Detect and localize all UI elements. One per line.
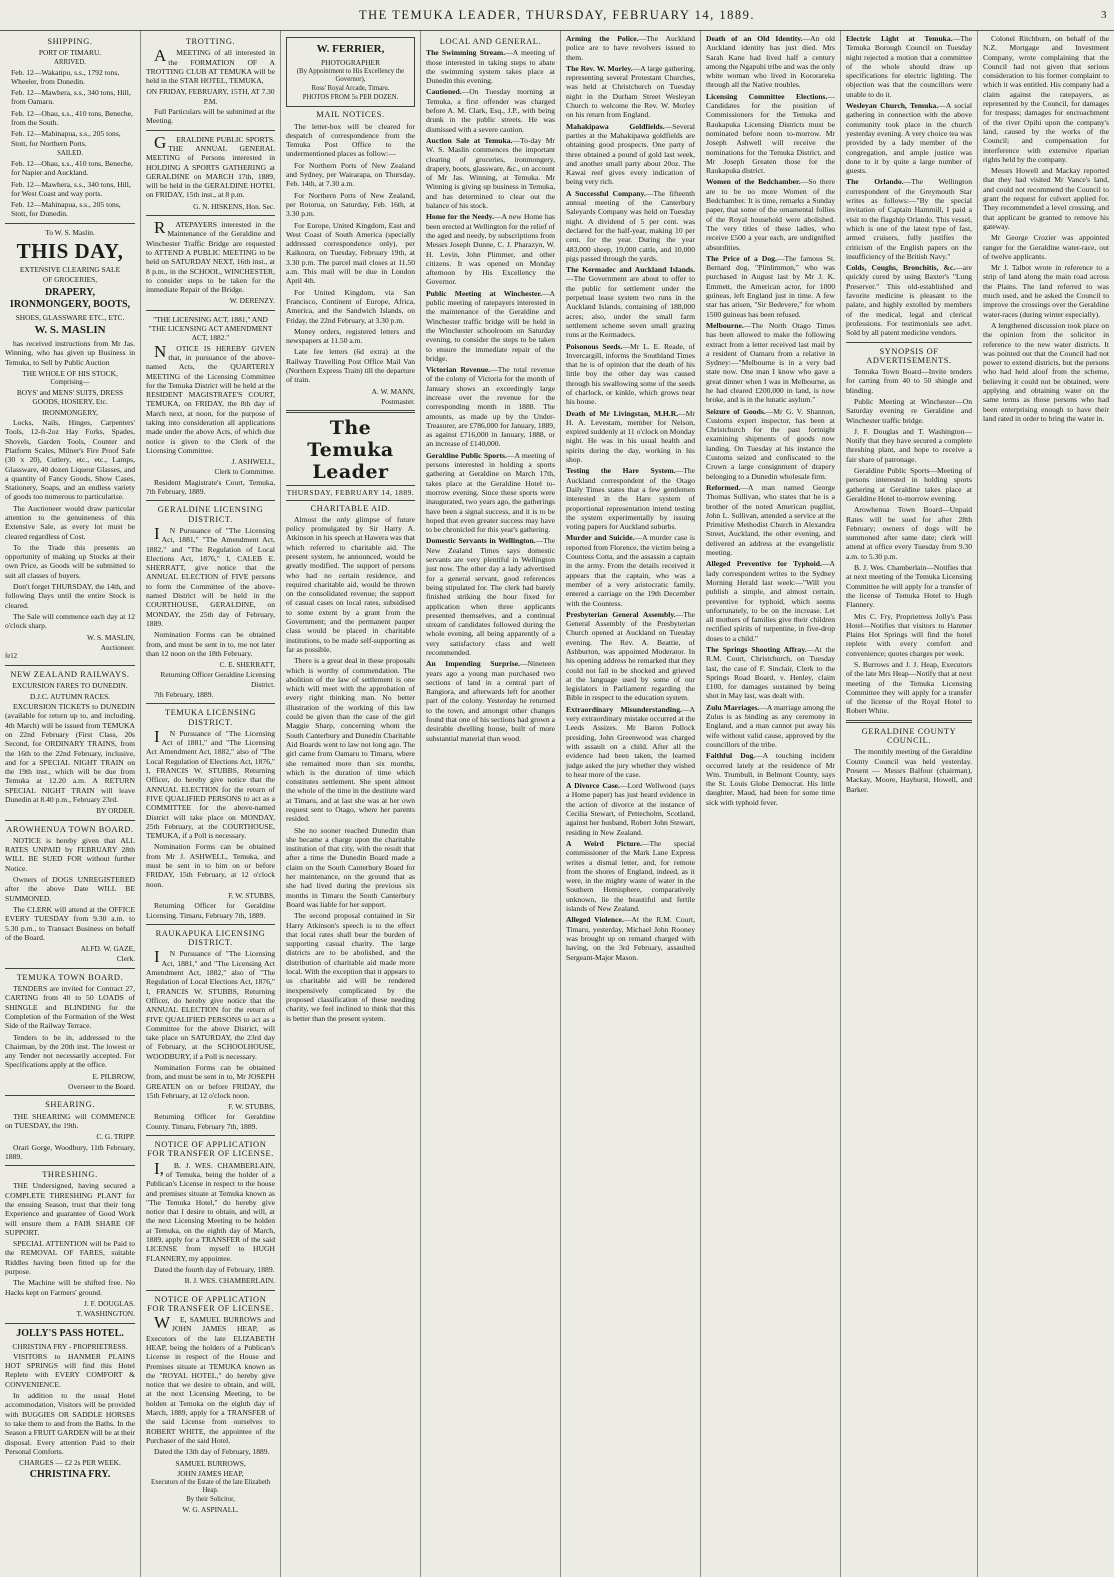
news-item-body: —Nineteen years ago a young man purchased two sections of land in a central part of Rangiora, and afterwards left for another part of the colony. Yesterday he returned to the town, and amongst other changes found that one of his sections had grown a desirable dwelling house, built of more substantial material than wood. [426, 659, 555, 743]
quarterly-notice-body: NOTICE IS HEREBY GIVEN that, in pursuance of the above-named Acts, the QUARTERLY MEETING of the Licensing Committee for the Temuka District will be held at the RESIDENT MAGISTRATE'S COURT, TEMUKA, on FRIDAY, the 8th day of March next, at noon, for the purpose of taking into consideration all applications made under the above Acts, of which due notice is given to the Clerk of the Licensing Committee. [146, 341, 275, 455]
heap-title: Executors of the Estate of the late Elizabeth Heap. [150, 1479, 271, 1495]
news-item-body: —Mr H. A. Levestam, member for Nelson, expired suddenly at 11 o'clock on Monday night. He was in his usual health and spirits during the day, working in his shop. [566, 408, 695, 465]
tripp-place: Orari Gorge, Woodbury, 11th February, 1889. [5, 1142, 135, 1161]
ashwell-title: Clerk to Committee. [214, 467, 275, 477]
news-item-lead: Arming the Police. [566, 34, 639, 43]
news-item-lead: The Orlando. [846, 177, 904, 187]
news-item-lead: Colds, Coughs, Bronchitis, &c. [846, 263, 956, 273]
synopsis-entry: S. Burrows and J. J. Heap, Executors of the late Mrs Heap—Notify that at next meeting of the Temuka Licensing Committee they will apply for a transfer of the license of the Royal Hotel to Robert White. [846, 660, 972, 716]
trotting-heading: TROTTING. [185, 37, 236, 46]
drapery-line: DRAPERY, IRONMONGERY, BOOTS, [9, 286, 131, 310]
maslin-signature: W. S. MASLIN, [87, 632, 135, 642]
news-item [706, 34, 835, 90]
tripp-signature: C. G. TRIPP. [96, 1132, 135, 1142]
news-item-body: —Mr G. V. Shannon, Customs expert inspector, has been at Christchurch for the past fortnight examining shipments of goods now landing. On Tuesday at his instance the Customs seized and confiscated to the Crown a large consignment of drapery belonging to a Dunedin wholesale firm. [706, 406, 835, 481]
news-item-lead: Women of the Bedchamber. [706, 177, 801, 187]
tenders-body: TENDERS are invited for Contract 27, CARTING from 40 to 50 LOADS of SHINGLE and BLINDING for the Completion of the Formation of the West Side of the Railway Terrace. [5, 984, 135, 1031]
special-attention: SPECIAL ATTENTION will be Paid to the REMOVAL OF FARES, suitable Riddles having been fitted up for the purpose. [5, 1239, 135, 1277]
time-note: The Sale will commence each day at 12 o'clock sharp. [5, 611, 135, 631]
news-item-body: —At the R.M. Court, Christchurch, on Tuesday last, the case of F. Sinclair, Clerk to the Springs Road Board, v. Henley, claim £100, for damages sustained by being shot in May last, was dealt with. [706, 645, 835, 701]
news-item-lead: Melbourne. [706, 320, 744, 330]
divider [286, 410, 415, 413]
news-item-lead: An Impending Surprise. [426, 659, 520, 669]
mail-heading: MAIL NOTICES. [316, 110, 385, 120]
news-item-lead: Poisonous Seeds. [566, 341, 623, 351]
news-item-body: —The Government are about to offer to the public for settlement under the perpetual lease system two runs in the Auckland Islands, containing of 188,000 acres; also, under the small farm settlement scheme seven small grazing runs at the Kermadecs. [566, 274, 695, 340]
ashwell-signature: J. ASHWELL, [231, 457, 275, 467]
news-item-body: —Mr L. E. Reade, of Invercargill, informs the Southland Times that he is of opinion that the death of his little boy the other day was caused through his swallowing some of the seeds of charlock, or kinkle, which grows near his house. [566, 341, 695, 407]
shipping-entry: Feb. 12—Mahinapua, s.s., 205 tons, Stott, for Northern Ports. [11, 129, 121, 148]
synopsis-heading: SYNOPSIS OF ADVERTISEMENTS. [866, 346, 952, 365]
date-note: Don't forget THURSDAY, the 14th, and following Days until the entire Stock is cleared. [5, 582, 135, 610]
trotting-note: Full Particulars will be submitted at the Meeting. [146, 107, 275, 126]
ferrier-advert [286, 37, 415, 107]
mann-title: Postmaster. [381, 396, 415, 406]
column-5 [560, 31, 700, 1577]
stubbs2-signature: F. W. STUBBS, [228, 1102, 275, 1112]
douglas-signature: J. F. DOUGLAS. [84, 1298, 135, 1308]
news-item [846, 34, 972, 99]
ferrier-title: PHOTOGRAPHER [321, 58, 380, 67]
news-item-body: —A murder case is reported from Florence, the victim being a Countess Cotta, and the assassin a captain in the army. From the details received it appears that the captain, who was a member of a very aristocratic family, entered a carriage on the 19th December with the Countess. [566, 533, 695, 608]
arrived-heading: ARRIVED. [54, 58, 86, 66]
transfer2-heading: NOTICE OF APPLICATION FOR TRANSFER OF LICENSE. [147, 1294, 274, 1313]
arowhenua-body: NOTICE is hereby given that ALL RATES UNPAID by FEBRUARY 28th WILL BE SUED FOR without further Notice. [5, 835, 135, 873]
news-item-lead: Domestic Servants in Wellington. [426, 536, 536, 546]
local-news-list [566, 34, 695, 962]
divider [5, 1095, 135, 1096]
news-item-body: —Several parties at the Mahakipawa goldfields are obtaining good prospects. One party of three obtained a pound of gold last week, and another small party about 20oz. The Kawai reef gives every indication of being very rich. [566, 121, 695, 187]
council-paragraph: Mr J. Talbot wrote in reference to a strip of land along the main road across the Plains. The land referred to was much used, and he asked the Council to improve the crossings over the Geraldine water-races (during winter especially). [983, 263, 1109, 319]
maslin-heading: To W. S. Maslin. [45, 227, 95, 237]
licensing-act-title: "THE LICENSING ACT, 1881," AND "THE LICENSING ACT AMENDMENT ACT, 1882." [148, 314, 273, 343]
divider [146, 215, 275, 216]
ashwell-place: Resident Magistrate's Court, Temuka, 7th February, 1889. [146, 477, 275, 497]
sherratt-date: 7th February, 1889. [154, 690, 214, 699]
sailed-heading: SAILED. [57, 149, 83, 157]
geraldine-sports-body: GERALDINE PUBLIC SPORTS. THE ANNUAL GENERAL MEETING of Persons interested in HOLDING A SPORTS GATHERING at GERALDINE on MARCH 17th, 1889, will be held in the GERALDINE HOTEL on FRIDAY, 15th inst., at 8 p.m. [146, 132, 275, 200]
derenzy-signature: W. DERENZY. [229, 296, 275, 306]
charges-line: CHARGES — £2 2s PER WEEK. [19, 1458, 121, 1468]
column-3 [280, 31, 420, 1577]
news-item-lead: Cautioned. [426, 87, 462, 97]
news-item-lead: Testing the Hare System. [566, 466, 676, 476]
news-item-body: —On Tuesday morning at Temuka, a first offender was charged before A. M. Clark, Esq., J.P., with being drunk in the public streets. He was dismissed with a severe caution. [426, 87, 555, 134]
shipping-entry: Feb. 12—Wakatipu, s.s., 1792 tons, Wheeler, from Dunedin. [11, 67, 120, 86]
divider [146, 500, 275, 501]
news-item-body: —The North Otago Times has been allowed to make the following extract from a letter received last mail by a resident of Oamaru from a relative in Sydney:—"Melbourne is in a very bad state now. One man I know who gave a great dinner when I was in Melbourne, as he had cleared £200,000 in land, is now broke, and is in the lunatic asylum." [706, 320, 835, 405]
synopsis-list [846, 367, 972, 716]
trotting-date: ON FRIDAY, FEBRUARY, 15TH, AT 7.30 P.M. [146, 87, 275, 106]
news-item-lead: Alleged Violence. [566, 915, 624, 925]
columns [0, 31, 1114, 1577]
divider [5, 820, 135, 821]
chamberlain-signature: B. J. WES. CHAMBERLAIN. [184, 1276, 275, 1286]
trade-note: To the Trade this presents an opportunity of making up Stocks at their own Price, as Goods will be submitted to suit all classes of buyers. [5, 542, 135, 580]
news-item-lead: Death of an Old Identity. [706, 34, 803, 43]
column-8 [977, 31, 1114, 1577]
trotting-body: AMEETING of all interested in the FORMATION OF A TROTTING CLUB AT TEMUKA will be held in the STAR HOTEL, TEMUKA, [146, 46, 275, 86]
gaze-title: Clerk. [116, 954, 135, 964]
news-item-body: —The total revenue of the colony of Victoria for the month of January shows an exceedingly large increase over the revenue for the corresponding month in 1888. The amounts, as made up by the Under-Treasurer, are £786,000 for January, 1889, as against £716,000 in January, 1888, or an increase of £140,000. [426, 365, 555, 449]
news-item [846, 177, 972, 261]
news-item-body: —The New Zealand Times says domestic servants are very plentiful in Wellington just now. The other day a lady advertised for a general servant, good references being stipulated for. The clerk had barely finished striking the hour fixed for application when three applicants presented themselves, and a continual stream of candidates followed during the whole evening, all being apparently of a very satisfactory class and well recommended. [426, 536, 555, 657]
temuka-town-board-heading: TEMUKA TOWN BOARD. [16, 972, 124, 982]
news-item-body: —A meeting of those interested in taking steps to abate the swimming system takes place at Dunedin this evening. [426, 48, 555, 86]
divider [5, 665, 135, 666]
news-item-lead: The Price of a Dog. [706, 253, 777, 263]
shipping-entry: Feb. 12—Ohau, s.s., 410 tons, Beneche, from the South. [11, 108, 133, 128]
washington-signature: T. WASHINGTON. [76, 1309, 135, 1319]
news-item [706, 703, 835, 749]
railways-heading: NEW ZEALAND RAILWAYS. [10, 670, 130, 680]
divider [146, 130, 275, 131]
mail-uk: For United Kingdom, via San Francisco, Continent of Europe, Africa, America, and the Sandwich Islands, on Friday, the 22nd February, at 3.30 p.m. [286, 287, 415, 325]
council-paragraph: Messrs Howell and Mackay reported that they had visited Mr Vance's land, and could not recommend the Council to grant the request for culvert applied for. They recommended a level crossing, and that applicant be granted to remove his gateway. [983, 166, 1109, 231]
mail-body: The letter-box will be cleared for despatch of correspondence from the Temuka Post Office to the undermentioned places as follow:— [286, 121, 415, 159]
arowhenua-owners: Owners of DOGS UNREGISTERED after the above Date WILL BE SUMMONED. [5, 875, 135, 903]
geraldine-licensing-heading: GERALDINE LICENSING DISTRICT. [157, 505, 264, 524]
news-item-lead: Murder and Suicide. [566, 533, 635, 543]
money-orders: Money orders, registered letters and newspapers at 11.50 a.m. [286, 326, 415, 346]
masthead-title: THE TEMUKA LEADER, THURSDAY, FEBRUARY 14, 1889. [358, 8, 755, 22]
news-item-lead: Wesleyan Church, Temuka. [846, 101, 939, 111]
stubbs-signature: F. W. STUBBS, [228, 890, 275, 900]
council-paragraph: Colonel Ritchburn, on behalf of the N.Z. Mortgage and Investment Company, wrote complaining that the Council had not given that serious consideration to his former complaint to which it was entitled. His company had a claim against the ratepayers, as represented by the Council, for damages for trespass; damages for encroachment of the river Opihi upon the company's land, caused by the works of the Council; and compensation for interference with extensive riparian rights held by the company. [983, 34, 1109, 164]
news-item [426, 87, 555, 133]
column-1 [0, 31, 140, 1577]
news-item [426, 659, 555, 743]
news-item-lead: The Swimming Stream. [426, 48, 506, 58]
news-item-body: —The Temuka Borough Council on Tuesday night rejected a motion that a committee of the whole should draw up specifications for electric lighting. The objection was that the councillors were unable to do it. [846, 34, 972, 99]
shoes-line: SHOES, GLASSWARE ETC., ETC. [15, 312, 125, 322]
mail-north2: For Northern Ports of New Zealand, per Rotorua, on Saturday, Feb. 16th, at 3.30 p.m. [286, 190, 415, 219]
divider [5, 968, 135, 969]
news-item-body: —The famous St. Bernard dog, "Plinlimmon," who was purchased in August last by Mr J. K. Emmett, the American actor, for 1000 guineas, left England just in time. A few star has arisen, "Sir Bedevere," for whom 1500 guineas has been refused. [706, 253, 835, 319]
news-item-body: —are quickly cured by using Baxter's "Lung Preserver." This old-established and favorite medicine is pleasant to the palate, and highly extolled by members of the medical, legal and clerical professions. For testimonials see advt. Sold by all patent medicine vendors. [846, 263, 972, 338]
charitable-paragraph: She no sooner reached Dunedin than she became a charge upon the charitable institution of that city, with the result that after a time the Dunedin Board made a claim on the South Canterbury Board for her maintenance, on the ground that as she had lived during the previous six months in Timaru the South Canterbury Board was liable for her support. [286, 825, 415, 909]
arowhenua-heading: AROWHENUA TOWN BOARD. [6, 824, 134, 834]
maslin-name: W. S. MASLIN [34, 323, 106, 336]
county-council-body: The monthly meeting of the Geraldine County Council was held yesterday. Present — Messrs Balfour (chairman), Mackay, Moore, Hayhurst, Howell, and Barker. [846, 747, 972, 794]
jollys-addition: In addition to the usual Hotel accommodation, Visitors will be provided with BUGGIES OR SADDLE HORSES to take them to and from the Baths. In the Season a FRUIT GARDEN will be at their disposal. Every attention Paid to their Personal Comforts. [5, 1391, 135, 1456]
jollys-heading: JOLLY'S PASS HOTEL. [16, 1327, 124, 1339]
pilbrow-signature: E. PILBROW, [92, 1071, 135, 1081]
divider [846, 342, 972, 343]
sherratt-signature: C. E. SHERRATT, [219, 660, 275, 670]
news-item-lead: The Springs Shooting Affray. [706, 645, 807, 654]
news-item-body: —A man named George Thomas Sullivan, who states that he is a brother of the noted American pugilist, John L. Sullivan, attended a service at the Primitive Methodist Church in Alexandra Street, Auckland, the other evening, and delivered an address at the evangelistic meeting. [706, 482, 835, 558]
news-item-body: —Lord Wellwood (says a Home paper) has just heard evidence in the action of divorce at the instance of Cecilia Stewart, of Pettecholm, Scotland, against her husband, Robert John Stewart, residing in New Zealand. [566, 781, 695, 837]
threshing-heading: THRESHING. [42, 1170, 98, 1180]
divider [146, 924, 275, 925]
news-item-body: —A touching incident occurred lately at the residence of Mr Wm. Trumbull, in Belmont County, says the St. Louis Globe Democrat. His little daughter, Maud, had been for some time sick with typhoid fever. [706, 751, 835, 807]
shearing-body: THE SHEARING will COMMENCE on TUESDAY, the 19th. [5, 1111, 135, 1130]
clearing-sale-line: EXTENSIVE CLEARING SALE [19, 265, 121, 275]
news-item [566, 189, 695, 263]
heap-signature: JOHN JAMES HEAP, [177, 1468, 244, 1478]
fry-signature: CHRISTINA FRY. [29, 1469, 111, 1481]
news-item-body: —A meeting of persons interested in holding a sports gathering at Geraldine on March 17th, takes place at the Geraldine Hotel to-morrow evening. Since these sports were inaugurated, two years ago, the gatherings have been a signal success, and it is to be hoped that even greater success may have to be chronicled for this year's gathering. [426, 450, 555, 535]
news-item-body: —The Wellington correspondent of the Greymouth Star writes as follows:—"By the special invitation of Captain Hammill, I paid a visit to the flagship Orlando. This vessel, which is one of the latest type of fast, armed cruisers, fully justifies the criticism of the English papers on the insufficiency of the British Navy." [846, 177, 973, 261]
dateline: THURSDAY, FEBRUARY 14, 1889. [286, 485, 415, 500]
news-item [846, 101, 972, 175]
news-item-body: —The Auckland police are to have revolvers issued to them. [566, 34, 695, 62]
temuka-licensing-heading: TEMUKA LICENSING DISTRICT. [164, 708, 257, 727]
local-news-list [846, 34, 972, 338]
groceries-line: OF GROCERIES, [42, 275, 98, 285]
news-item [566, 610, 695, 703]
news-item [426, 136, 555, 210]
news-item [706, 254, 835, 319]
excursion-heading: EXCURSION FARES TO DUNEDIN. [12, 681, 128, 691]
news-item-body: —The General Assembly of the Presbyterian Church opened at Auckland on Tuesday evening. The Rev. A. Beattie, of Ashburton, was appointed Moderator. In his opening address he remarked that they could not fail to be shocked and grieved at the language used by some of our legislators in Parliament regarding the Bible in respect to the education system. [566, 609, 695, 703]
suits-line: BOYS' and MENS' SUITS, DRESS GOODS, HOSIERY, Etc. [16, 388, 124, 407]
pilbrow-title: Overseer to the Board. [68, 1082, 135, 1092]
news-item [706, 321, 835, 405]
news-item-lead: Electric Light at Temuka. [846, 34, 953, 43]
ferrier-address: Ross' Royal Arcade, Timaru. [311, 85, 390, 93]
ratepayers-body: RATEPAYERS interested in the Maintenance of the Geraldine and Winchester Traffic Bridge are requested to ATTEND A PUBLIC MEETING to be held on SATURDAY NEXT, 16th inst., at 8 p.m., in the SCHOOL, WINCHESTER, to consider steps to be taken for the immediate Repair of the Bridge. [146, 218, 275, 295]
council-paragraph: A lengthened discussion took place on the opinion from the solicitor in reference to the new water districts. It was pointed out that the Council had not power to extend districts, but the persons who had held aloof from the scheme, believing it could not be obtained, were applying and obtaining water on the same terms as those persons who had been enterprising enough to have their land rated in order to bring the water in. [983, 320, 1109, 423]
news-item-lead: Licensing Committee Elections. [706, 91, 828, 101]
news-item-lead: A Successful Company. [566, 188, 646, 198]
news-item-lead: Geraldine Public Sports. [426, 450, 507, 460]
news-item-body: —The fifteenth annual meeting of the Canterbury Saleyards Company was held on Tuesday night. A dividend of 5 per cent. was declared for the half-year, making 10 per cent. for the year. During the year 483,000 sheep, 19,000 cattle, and 10,000 pigs passed through the yards. [566, 188, 695, 263]
raukapuka-nomination: Nomination Forms can be obtained from, and must be sent in to, Mr JOSEPH GREATEN on or before FRIDAY, the 15th February, at 12 o'clock noon. [146, 1062, 275, 1100]
transfer-body: I,B. J. WES. CHAMBERLAIN, of Temuka, being the holder of a Publican's License in respect to the house and premises situate at Temuka known as "The Temuka Hotel," do hereby give notice that I desire to obtain, and will, at the next Licensing Meeting to be holden at Temuka, on the eighth day of March, 1889, apply for a TRANSFER of the said LICENSE from myself to HUGH FLANNERY, my appointee. [146, 1158, 275, 1263]
maslin-body: has received instructions from Mr Jas. Winning, who has given up Business in Temuka, to Sell by Public Auction [5, 338, 135, 367]
auction-note: The Auctioneer would draw particular attention to the genuineness of this Extensive Sale, as every lot must be cleared regardless of Cost. [5, 503, 135, 541]
ferrier-price: PHOTOS FROM 5s PER DOZEN. [302, 94, 399, 102]
news-item-body: —The special commissioner of the Mark Lane Express writes a dismal letter, and, for remote from the shores of England, indeed, as it were, in the mighty waste of water in the Southern Hemisphere, comparatively unknown, lie the beautiful and fertile islands of New Zealand. [566, 838, 695, 914]
clerk-note: The CLERK will attend at the OFFICE EVERY TUESDAY from 9.30 a.m. to 5.30 p.m., to Transact Business on behalf of the Board. [5, 904, 135, 942]
news-item [426, 212, 555, 286]
synopsis-entry: Temuka Town Board—Invite tenders for carting from 40 to 50 shingle and blinding. [846, 367, 972, 395]
shipping-entry: Feb. 12—Mawhera, s.s., 340 tons, Hill, from Oamaru. [11, 88, 131, 107]
news-item-lead: Victorian Revenue. [426, 365, 491, 375]
synopsis-entry: Geraldine Public Sports—Meeting of persons interested in holding sports gathering at Geraldine takes place at Geraldine Hotel to-morrow evening. [846, 466, 972, 503]
divider [5, 1323, 135, 1324]
transfer2-body: WE, SAMUEL BURROWS and JOHN JAMES HEAP, as Executors of the late ELIZABETH HEAP, being the holders of a Publican's License in respect of the House and Premises situate at TEMUKA known as the "ROYAL HOTEL," do hereby give notice that we desire to obtain, and will, at the next Licensing Meeting, to be holden at Temuka on the eighth day of March, 1889, apply for a TRANSFER of the said License from ourselves to ROBERT WHITE, the appointee of the Purchaser of the said Hotel. [146, 1313, 275, 1445]
news-item-lead: Reformed. [706, 482, 741, 492]
column-7 [840, 31, 977, 1577]
news-item [426, 48, 555, 85]
news-item-lead: Seizure of Goods. [706, 406, 766, 416]
news-item [426, 451, 555, 535]
news-item-lead: Faithful Dog. [706, 751, 756, 761]
news-item [846, 263, 972, 337]
local-news-list [426, 48, 555, 743]
ferrier-appointment: (By Appointment to His Excellency the Governor), [296, 68, 405, 84]
divider [146, 703, 275, 704]
news-item [706, 92, 835, 176]
ad-code: fe12 [5, 653, 18, 661]
charitable-paragraph: Almost the only glimpse of future policy promulgated by Sir Harry A. Atkinson in his speech at Hawera was that which referred to charitable aid. The present system, he announced, would be greatly modified. The support of persons who had no certain residence, and required charitable aid, would be thrown on the consolidated revenue; the support of casual cases on local rates, subsidised to some extent by a grant from the Government; and the permanent pauper class would be placed in charitable institutions, to be made self-supporting as far as possible. [286, 514, 415, 654]
local-general-heading: LOCAL AND GENERAL. [439, 37, 542, 46]
stubbs2-title: Returning Officer for Geraldine County. Timaru, February 7th, 1889. [146, 1112, 275, 1131]
news-item [566, 64, 695, 120]
news-item [566, 915, 695, 961]
excursion-body: EXCURSION TICKETS to DUNEDIN (available for return up to, and including, 4th March) will be issued from TEMUKA on 22nd February (First Class, 20s Second, for ORDINARY TRAINS, from the 16th to the 22nd February, inclusive, and for a SPECIAL NIGHT TRAIN on the 19th inst., which will be due from Temuka at 12.20 a.m. A RETURN SPECIAL NIGHT TRAIN will leave Dunedin at 8.40 p.m., February 23rd. [5, 702, 135, 804]
news-item [566, 839, 695, 913]
news-item [426, 365, 555, 449]
transfer2-date: Dated the 13th day of February, 1889. [154, 1447, 270, 1457]
shipping-entry: Feb. 12—Mawhera, s.s., 340 tons, Hill, for West Coast and way ports. [11, 179, 131, 198]
hiskens-signature: G. N. HISKENS, Hon. Sec. [193, 201, 275, 211]
page-masthead [0, 0, 1114, 31]
local-news-list [706, 34, 835, 807]
news-item [426, 289, 555, 363]
this-day-headline: THIS DAY, [16, 239, 124, 264]
burrows-signature: SAMUEL BURROWS, [175, 1458, 246, 1468]
column-4 [420, 31, 560, 1577]
by-order: BY ORDER. [96, 806, 135, 816]
news-item-lead: Home for the Needy. [426, 212, 494, 222]
news-item [706, 407, 835, 481]
tenders-note: Tenders to be in, addressed to the Chairman, by the 20th inst. The lowest or any Tender not necessarily accepted. For Specifications apply at the office. [5, 1032, 135, 1070]
ironmongery-body: Locks, Nails, Hinges, Carpenters' Tools, 12-ft-2oz Hay Forks, Spades, Shovels, Garden Tools, Counter and Platform Scales, Milner's Fire Proof Safe (30 x 20), Cutlery, etc., etc., Lamps, Glassware, 40 dozen Liqueur Glasses, and a quantity of Fancy Goods, Show Cases, Stationery, Soaps, and an endless variety of goods too numerous to particularise. [5, 418, 135, 502]
divider [846, 720, 972, 723]
news-item-body: —An old Auckland identity has just died. Mrs Sarah Kane had lived half a century among the Ngapuhi tribe and was the only white woman who lived in Kororareka through all the Native troubles. [706, 34, 835, 90]
ferrier-name: W. FERRIER, [316, 43, 385, 55]
column-6 [700, 31, 840, 1577]
shearing-heading: SHEARING. [45, 1100, 95, 1110]
news-item [706, 645, 835, 701]
machine-note: The Machine will be shifted free. No Hacks kept on Farmers' ground. [5, 1278, 135, 1297]
news-item [566, 781, 695, 837]
synopsis-entry: Mrs C. Fry, Proprietress Jolly's Pass Hotel—Notifies that visitors to Hanmer Plains Hot Springs will find the hotel replete with every comfort and convenience; quotes charges per week. [846, 611, 972, 658]
raukapuka-body: IN Pursuance of "The Licensing Act, 1881," and "The Licensing Act Amendment Act, 1882," also of "The Regulation of Local Elections Act, 1876," I, FRANCIS W. STUBBS, Returning Officer, do hereby give notice that the ANNUAL ELECTION for the return of FIVE QUALIFIED PERSONS to act as a Committee for the above District, will take place on SATURDAY, the 23rd day of February, at the SCHOOLHOUSE, WOODBURY, if a Poll is necessary. [146, 947, 275, 1061]
late-fee: Late fee letters (6d extra) at the Railway Travelling Post Office Mail Van (Northern Express Train) till the departure of train. [286, 347, 415, 385]
news-item-body: —Candidates for the position of Commissioners for the Temuka and Raukapuka Licensing Districts must be nominated before noon to-morrow. Mr Joseph Ashwell will receive the nominations for the Temuka District, and Mr Joseph Greaten those for the Raukapuka district. [706, 91, 835, 176]
divider [146, 1135, 275, 1136]
threshing-body: THE Undersigned, having secured a COMPLETE THRESHING PLANT for the ensuing Season, trust that their long Experience and guarantee of Good Work will ensure them a FAIR SHARE OF SUPPORT. [5, 1181, 135, 1237]
council-report [983, 34, 1109, 423]
news-item [566, 122, 695, 187]
news-item [706, 177, 835, 251]
county-council-heading: GERALDINE COUNTY COUNCIL. [861, 726, 957, 746]
news-item-lead: Zulu Marriages. [706, 702, 760, 712]
news-item [706, 751, 835, 807]
mail-europe: For Europe, United Kingdom, East and West Coast of South America (specially addressed correspondence only), per Kaikoura, on Tuesday, February 19th, at 3.30 p.m. The parcel mail closes at 11.50 a.m. This mail will be due in London April 4th. [286, 220, 415, 286]
divider [146, 310, 275, 311]
shipping-heading: SHIPPING. [47, 37, 93, 46]
news-item-body: —At the R.M. Court, Timaru, yesterday, Michael John Rooney was brought up on remand charged with having, on the 3rd February, assaulted Sergeant-Major Mason. [566, 915, 695, 962]
column-2 [140, 31, 280, 1577]
news-item-lead: The Kermadec and Auckland Islands. [566, 265, 695, 275]
news-item [566, 705, 695, 779]
synopsis-entry: J. F. Douglas and T. Washington—Notify that they have secured a complete threshing plant, and hope to receive a fair share of patronage. [846, 426, 972, 464]
shipping-entry: Feb. 12—Ohau, s.s., 410 tons, Beneche, for Napier and Auckland. [11, 158, 133, 178]
divider [5, 223, 135, 224]
news-item-body: —So there are to be no more Women of the Bedchamber. It is time, remarks a Sunday paper, that some of the ornamental follies of the Royal household were abolished. The very titles of these ladies, who receive £500 a year each, are undignified absurdities. [706, 177, 835, 252]
news-item [566, 342, 695, 407]
news-item-body: —A lady correspondent writes to the Sydney Morning Herald last week:—"Will you publish a simple, and almost certain, preventive for typhoid, which seems unfortunately, to be on the increase. Let all mothers of families give their children rectified spirits of turpentine, in five-drop doses to a child." [706, 559, 835, 643]
news-item [566, 466, 695, 531]
news-item-body: —The Auckland correspondent of the Otago Daily Times states that a few gentlemen interested in the Hare system of proportional representation intend testing the system experimentally by issuing voting papers for Auckland suburbs. [566, 466, 695, 532]
by-solicitor: By their Solicitor, [186, 1496, 235, 1504]
whole-stock-line: THE WHOLE OF HIS STOCK, [22, 368, 118, 378]
synopsis-entry: Public Meeting at Winchester—On Saturday evening re Geraldine and Winchester traffic bridge. [846, 396, 972, 425]
gaze-signature: ALFD. W. GAZE, [80, 944, 135, 954]
transfer-heading: NOTICE OF APPLICATION FOR TRANSFER OF LICENSE. [147, 1140, 274, 1159]
port-heading: PORT OF TIMARU. [38, 48, 102, 58]
news-item-body: —A very extraordinary mistake occurred at the Leeds Assizes. Mr Baron Pollock presiding, John Greenwood was charged with assault on a child. After all the evidence had been taken, the learned judge asked the jury whether they wished to hear more of the case. [566, 704, 695, 779]
news-item-body: —A social gathering in connection with the above community took place in the church yesterday evening. A very choice tea was provided by a lady member of the congregation, and ample justice was done to it by quite a large number of guests. [846, 101, 972, 176]
news-item [566, 34, 695, 62]
council-paragraph: Mr George Crozier was appointed ranger for the Geraldine water-race, out of twelve applicants. [983, 233, 1109, 261]
charitable-aid-heading: CHARITABLE AID. [310, 503, 391, 513]
auctioneer-title: Auctioneer. [100, 642, 135, 652]
news-item-lead: Public Meeting at Winchester. [426, 288, 542, 298]
news-item-lead: Extraordinary Misunderstanding. [566, 704, 682, 714]
news-item-lead: Death of Mr Livingstan, M.H.R. [566, 408, 679, 418]
geraldine-nomination: Nomination Forms can be obtained from, and must be sent in to, me not later than 12 noon on the 18th February. [146, 630, 275, 658]
news-item [566, 265, 695, 339]
djc-heading: D.J.C. AUTUMN RACES. [29, 691, 111, 701]
fry-heading: CHRISTINA FRY - PROPRIETRESS. [12, 1341, 128, 1351]
charitable-paragraph: The second proposal contained in Sir Harry Atkinson's speech is to the effect that local rates shall bear the burden of supporting casual charity. The large districts are to be abolished, and the distribution of charitable aid made more local. With the exception that it appears to us charitable aid will be rendered inexpensively complicated by the proposed classification of these needing charity, we feel inclined to think that this is better than the present system. [286, 911, 415, 1023]
news-item-body: —A public meeting of ratepayers interested in the maintenance of the Geraldine and Winchester traffic bridge will be held in the Winchester schoolroom on Saturday evening, to consider the steps to be taken to ensure the immediate repair of the bridge. [426, 288, 555, 363]
news-item-lead: The Rev. W. Morley. [566, 63, 633, 73]
ironmongery-line: IRONMONGERY, [42, 407, 98, 417]
geraldine-licensing-body: IN Pursuance of "The Licensing Act, 1881," "The Amendment Act, 1882," and "The Regulation of Local Elections Act, 1876," I, CALEB E. SHERRATT, give notice that the ANNUAL ELECTION of FIVE persons to form the Committee of the above-named District will be held in the COURTHOUSE, GERALDINE, on MONDAY, the 25th day of February, 1889. [146, 523, 275, 628]
news-item [566, 533, 695, 607]
stubbs-title: Returning Officer for Geraldine Licensing. Timaru, February 7th, 1889. [146, 901, 275, 920]
sherratt-title: Returning Officer Geraldine Licensing District. [160, 670, 275, 689]
news-item-lead: Auction Sale at Temuka. [426, 135, 513, 145]
aspinall-signature: W. G. ASPINALL. [182, 1505, 239, 1515]
synopsis-entry: Arowhenua Town Board—Unpaid Rates will be sued for after 28th February; owners of dogs will be summoned after same date; clerk will attend at office every Tuesday from 9.30 a.m. to 5.30 p.m. [846, 505, 972, 561]
news-item [566, 409, 695, 465]
newspaper-nameplate: The Temuka Leader [307, 417, 394, 484]
mail-north: For Northern Ports of New Zealand and Sydney, per Wairarapa, on Thursday, Feb. 14th, at 7.30 a.m. [286, 160, 415, 189]
page-number: 3 [1101, 9, 1108, 21]
news-item-body: —A large gathering, representing several Protestant Churches, was held at Christchurch on Tuesday night in the Durham Street Wesleyan Church to welcome the Rev. W. Morley on his return from England. [566, 63, 696, 120]
divider [146, 1290, 275, 1291]
news-item [706, 483, 835, 557]
news-item-lead: Presbyterian General Assembly. [566, 609, 676, 619]
temuka-nomination: Nomination Forms can be obtained from Mr J. ASHWELL, Temuka, and must be sent in to him on or before FRIDAY, 15th February, at 12 o'clock noon. [146, 842, 275, 889]
synopsis-entry: B. J. Wes. Chamberlain—Notifies that at next meeting of the Temuka Licensing Committee he will apply for a transfer of the license of Temuka Hotel to Hugh Flannery. [846, 563, 972, 610]
comprising-line: Comprising— [50, 379, 90, 387]
jollys-body: VISITORS to HANMER PLAINS HOT SPRINGS will find this Hotel Replete with EVERY COMFORT & CONVENIENCE. [5, 1351, 135, 1389]
charitable-paragraph: There is a great deal in these proposals which is worthy of commendation. The abolition of the law of settlement is one which will meet with the approbation of every right thinking man. No better illustration of the working of this law could be given than the case of the girl Maggie Sharp, concerning whom the South Canterbury and Dunedin Charitable Aid Boards went to law not long ago. The girl came from Oamaru to Timaru, where she remained more than six months, which is the duration of time which constitutes settlement. She spent almost the whole of the time in the destitute ward at Timaru, and at last she was at her own request sent to Otago, where her parents resided. [286, 656, 415, 824]
news-item-body: —A marriage among the Zulus is as binding as any ceremony in England, and a man cannot put away his wife without valid cause, approved by the councillors of the tribe. [706, 702, 835, 749]
transfer-date: Dated the fourth day of February, 1889. [154, 1264, 275, 1274]
shipping-entry: Feb. 12—Mahinapua, s.s., 205 tons, Stott, for Dunedin. [11, 200, 121, 219]
raukapuka-heading: RAUKAPUKA LICENSING DISTRICT. [155, 928, 266, 948]
news-item-lead: Alleged Preventive for Typhoid. [706, 559, 822, 569]
temuka-licensing-body: IN Pursuance of "The Licensing Act of 1881," and "The Licensing Act Amendment Act, 1882," also of "The Local Regulation of Elections Act, 1876," I, FRANCIS W. STUBBS, Returning Officer, do hereby give notice that the ANNUAL ELECTION for the return of FIVE QUALIFIED PERSONS to act as a COMMITTEE for the above-named District will take place on MONDAY, 25th February, at the COURTHOUSE, TEMUKA, if a Poll is necessary. [146, 726, 275, 841]
news-item-body: —To-day Mr W. S. Maslin commences the important clearing of groceries, ironmongery, drapery, boots, glassware, &c., on account of Mr Jas. Winning, at Temuka. Mr Winning is giving up business in Temuka, and has determined to clear out the balance of his stock. [426, 135, 555, 211]
news-item-body: —A new Home has been erected at Wellington for the relief of the aged and needy, by subscriptions from Messrs Joseph Dunne, C. J. Pharazyn, W. H. Levin, John Plimmer, and other citizens. It was opened on Monday afternoon by His Excellency the Governor. [426, 212, 555, 287]
news-item-lead: A Divorce Case. [566, 781, 620, 791]
news-item-lead: Mahakipawa Goldfields. [566, 121, 665, 131]
news-item [426, 536, 555, 657]
divider [5, 1165, 135, 1166]
news-item [706, 559, 835, 643]
news-item-lead: A Weird Picture. [566, 838, 642, 848]
mann-signature: A. W. MANN, [371, 386, 415, 396]
